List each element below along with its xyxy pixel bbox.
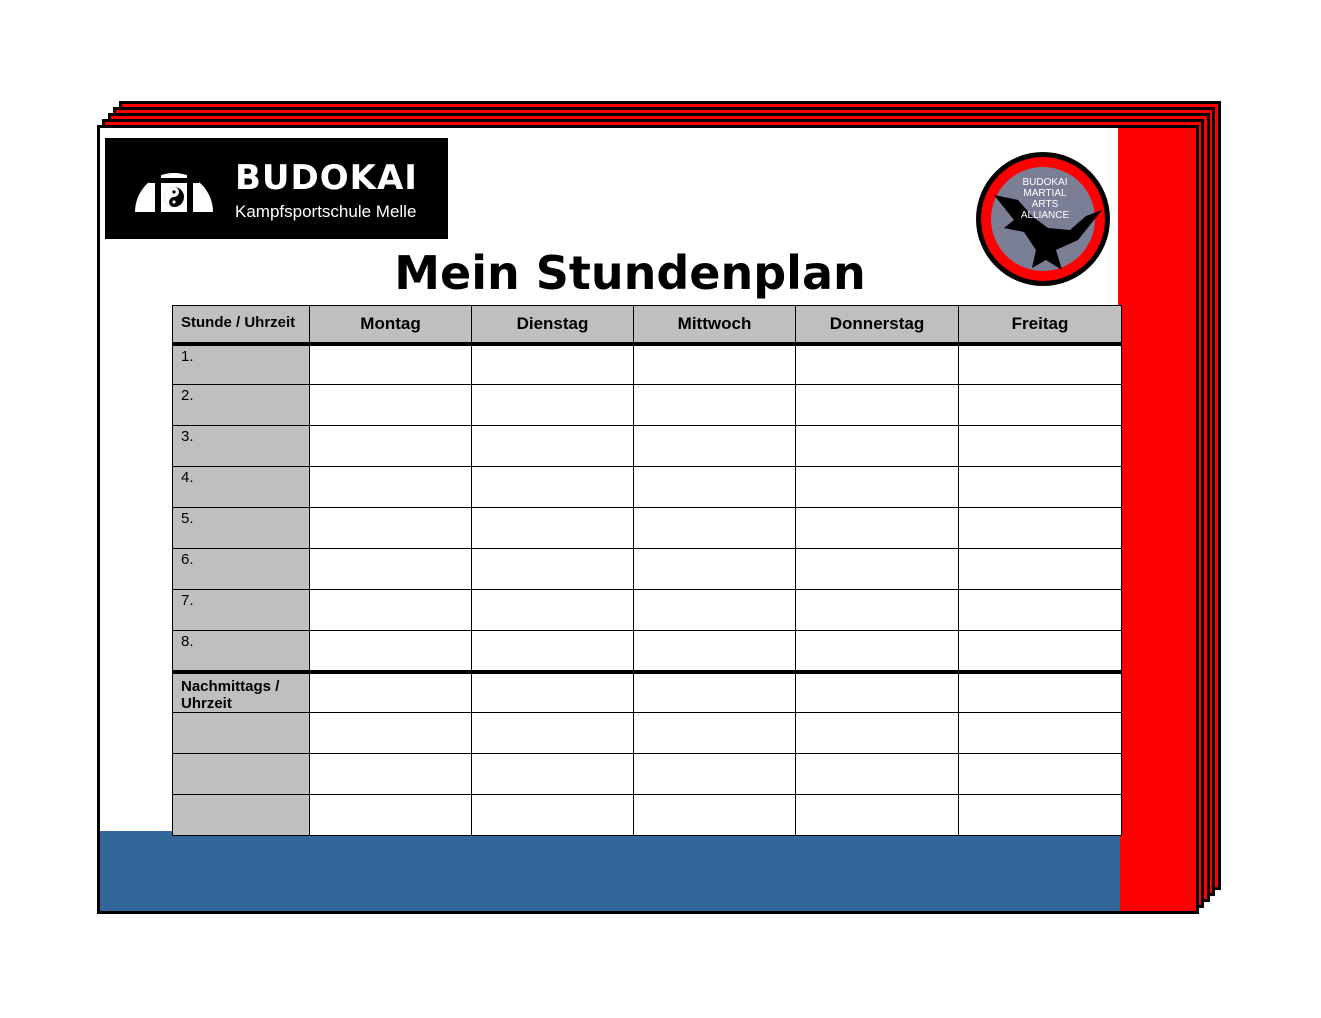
day-header-monday: Montag [310,306,472,344]
period-row [173,385,1122,426]
schedule-cell[interactable] [634,795,796,836]
schedule-cell[interactable] [310,754,472,795]
schedule-cell[interactable] [310,713,472,754]
row-label: 8. [173,631,310,672]
schedule-cell[interactable] [796,508,959,549]
schedule-cell[interactable] [959,467,1122,508]
row-label: 5. [173,508,310,549]
schedule-cell[interactable] [959,426,1122,467]
period-row [173,631,1122,672]
day-header-wednesday: Mittwoch [634,306,796,344]
schedule-cell[interactable] [959,713,1122,754]
schedule-cell[interactable] [796,344,959,385]
schedule-cell[interactable] [310,590,472,631]
afternoon-header-row [173,672,1122,713]
schedule-cell[interactable] [472,508,634,549]
schedule-cell[interactable] [310,631,472,672]
schedule-cell[interactable] [472,467,634,508]
schedule-cell[interactable] [310,508,472,549]
schedule-cell[interactable] [634,713,796,754]
row-label [173,713,310,754]
day-header-tuesday: Dienstag [472,306,634,344]
schedule-cell[interactable] [310,426,472,467]
period-row [173,426,1122,467]
row-label [173,795,310,836]
schedule-cell[interactable] [796,672,959,713]
schedule-cell[interactable] [959,344,1122,385]
schedule-cell[interactable] [959,754,1122,795]
schedule-cell[interactable] [634,672,796,713]
schedule-cell[interactable] [796,795,959,836]
schedule-cell[interactable] [472,590,634,631]
row-label [173,754,310,795]
page-title: Mein Stundenplan [394,246,866,300]
schedule-cell[interactable] [634,754,796,795]
schedule-cell[interactable] [310,672,472,713]
row-label: 4. [173,467,310,508]
schedule-cell[interactable] [472,713,634,754]
schedule-cell[interactable] [634,344,796,385]
logo-title: BUDOKAI [235,158,418,198]
badge-line-1: BUDOKAI [1022,177,1068,188]
schedule-cell[interactable] [959,549,1122,590]
schedule-cell[interactable] [472,672,634,713]
schedule-cell[interactable] [796,590,959,631]
schedule-cell[interactable] [472,344,634,385]
row-label: 2. [173,385,310,426]
schedule-cell[interactable] [959,795,1122,836]
schedule-cell[interactable] [634,590,796,631]
schedule-cell[interactable] [634,508,796,549]
timetable [172,305,1122,836]
schedule-cell[interactable] [472,549,634,590]
corner-header: Stunde / Uhrzeit [173,306,310,344]
schedule-cell[interactable] [959,508,1122,549]
schedule-cell[interactable] [796,467,959,508]
schedule-cell[interactable] [796,754,959,795]
badge-text [1010,177,1080,221]
afternoon-row [173,795,1122,836]
day-header-thursday: Donnerstag [796,306,959,344]
schedule-cell[interactable] [310,344,472,385]
row-label: 7. [173,590,310,631]
period-row [173,508,1122,549]
schedule-cell[interactable] [796,549,959,590]
budokai-logo [105,138,448,239]
badge-line-3: ALLIANCE [1020,210,1070,221]
blue-footer-bar [100,831,1120,911]
schedule-cell[interactable] [472,631,634,672]
schedule-cell[interactable] [472,385,634,426]
schedule-cell[interactable] [959,385,1122,426]
schedule-cell[interactable] [634,631,796,672]
day-header-friday: Freitag [959,306,1122,344]
schedule-cell[interactable] [796,426,959,467]
period-row [173,344,1122,385]
schedule-cell[interactable] [310,795,472,836]
schedule-cell[interactable] [310,385,472,426]
schedule-cell[interactable] [634,385,796,426]
logo-subtitle: Kampfsportschule Melle [235,202,417,221]
schedule-cell[interactable] [796,713,959,754]
schedule-cell[interactable] [634,426,796,467]
row-label: 6. [173,549,310,590]
timetable-page [97,125,1199,914]
schedule-cell[interactable] [959,672,1122,713]
torii-gate-icon [133,156,215,214]
row-label: Nachmittags / Uhrzeit [173,672,310,713]
header-row [173,306,1122,344]
badge-line-2: MARTIAL ARTS [1023,188,1067,210]
schedule-cell[interactable] [310,467,472,508]
schedule-cell[interactable] [796,385,959,426]
schedule-cell[interactable] [310,549,472,590]
schedule-cell[interactable] [634,467,796,508]
schedule-cell[interactable] [472,754,634,795]
period-row [173,590,1122,631]
schedule-cell[interactable] [796,631,959,672]
schedule-cell[interactable] [472,795,634,836]
schedule-cell[interactable] [959,631,1122,672]
period-row [173,467,1122,508]
schedule-cell[interactable] [472,426,634,467]
afternoon-row [173,713,1122,754]
period-row [173,549,1122,590]
afternoon-row [173,754,1122,795]
schedule-cell[interactable] [634,549,796,590]
row-label: 3. [173,426,310,467]
schedule-cell[interactable] [959,590,1122,631]
row-label: 1. [173,344,310,385]
